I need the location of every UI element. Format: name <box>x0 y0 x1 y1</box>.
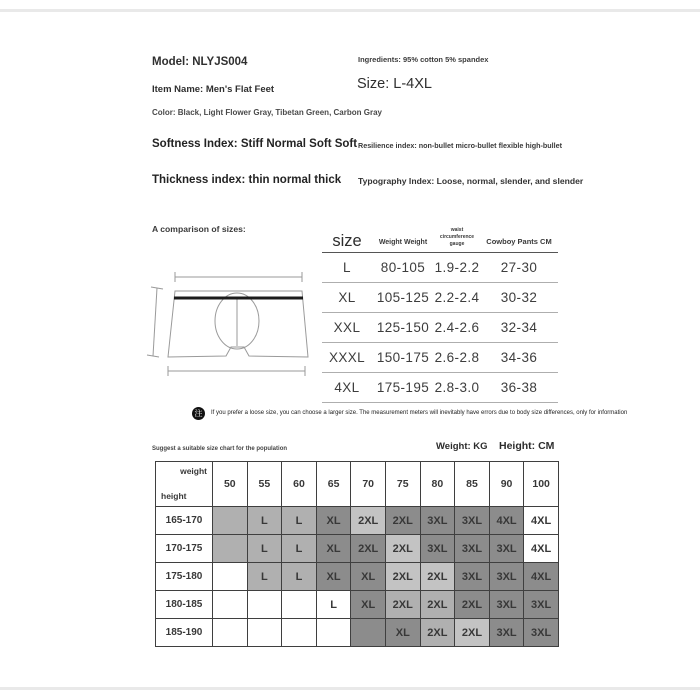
matrix-size-cell: L <box>247 507 282 535</box>
matrix-size-cell: XL <box>316 535 351 563</box>
size-comparison-cell: 175-195 <box>376 380 430 395</box>
matrix-size-cell: 3XL <box>420 535 455 563</box>
matrix-size-cell: L <box>316 591 351 619</box>
matrix-size-cell: 2XL <box>420 619 455 647</box>
size-comparison-cell: 105-125 <box>376 290 430 305</box>
matrix-size-cell <box>213 507 248 535</box>
thickness-index-text: Thickness index: thin normal thick <box>152 174 342 186</box>
matrix-size-cell: XL <box>385 619 420 647</box>
boxer-briefs-measurement-diagram <box>145 255 320 385</box>
matrix-height-header: 175-180 <box>156 563 213 591</box>
size-comparison-cell: 32-34 <box>500 320 538 335</box>
item-name-text: Item Name: Men's Flat Feet <box>152 84 275 95</box>
matrix-size-cell <box>247 619 282 647</box>
typography-index-text: Typography Index: Loose, normal, slender, and slender <box>358 176 584 186</box>
size-chart-title: Suggest a suitable size chart for the population <box>152 446 288 452</box>
size-comparison-cell: 34-36 <box>500 350 538 365</box>
softness-index-text: Softness Index: Stiff Normal Soft Soft <box>152 138 358 150</box>
size-comparison-cell: 36-38 <box>500 380 538 395</box>
matrix-weight-header: 60 <box>282 462 317 507</box>
size-comparison-cell: 2.6-2.8 <box>434 350 480 365</box>
matrix-size-cell: 3XL <box>455 563 490 591</box>
matrix-size-cell: 4XL <box>524 507 559 535</box>
matrix-weight-header: 50 <box>213 462 248 507</box>
matrix-height-header: 185-190 <box>156 619 213 647</box>
matrix-weight-header: 75 <box>385 462 420 507</box>
matrix-weight-header: 80 <box>420 462 455 507</box>
height-unit-label: Height: CM <box>499 440 555 452</box>
matrix-height-header: 165-170 <box>156 507 213 535</box>
matrix-row <box>156 507 559 535</box>
size-comparison-cell: L <box>343 260 351 275</box>
matrix-row <box>156 591 559 619</box>
matrix-size-cell: 4XL <box>524 563 559 591</box>
matrix-size-cell: XL <box>316 563 351 591</box>
size-comparison-row <box>322 373 558 403</box>
height-weight-size-matrix <box>155 461 559 647</box>
matrix-weight-header: 85 <box>455 462 490 507</box>
note-line <box>192 407 627 420</box>
matrix-size-cell: 2XL <box>351 507 386 535</box>
color-options-text: Color: Black, Light Flower Gray, Tibetan Green, Carbon Gray <box>152 108 382 117</box>
matrix-size-cell <box>247 591 282 619</box>
matrix-size-cell: 2XL <box>420 591 455 619</box>
matrix-size-cell: 2XL <box>455 619 490 647</box>
matrix-weight-header: 100 <box>524 462 559 507</box>
matrix-size-cell: L <box>247 563 282 591</box>
size-comparison-cell: 4XL <box>334 380 360 395</box>
matrix-weight-header: 55 <box>247 462 282 507</box>
matrix-size-cell: 3XL <box>489 591 524 619</box>
size-comparison-title: A comparison of sizes: <box>152 224 246 234</box>
size-comparison-cell: 2.4-2.6 <box>434 320 480 335</box>
matrix-size-cell: 3XL <box>455 535 490 563</box>
matrix-size-cell: XL <box>316 507 351 535</box>
size-comparison-cell: 27-30 <box>500 260 538 275</box>
matrix-size-cell: 2XL <box>385 507 420 535</box>
note-badge-icon: 注 <box>192 407 205 420</box>
model-text: Model: NLYJS004 <box>152 56 248 68</box>
matrix-size-cell <box>282 619 317 647</box>
matrix-size-cell <box>282 591 317 619</box>
matrix-size-cell: 3XL <box>420 507 455 535</box>
matrix-weight-header: 90 <box>489 462 524 507</box>
matrix-size-cell: 4XL <box>489 507 524 535</box>
size-comparison-row <box>322 253 558 283</box>
size-comparison-cell: XL <box>338 290 356 305</box>
matrix-size-cell: XL <box>351 591 386 619</box>
corner-weight-label: weight <box>180 466 207 476</box>
matrix-size-cell: 2XL <box>420 563 455 591</box>
matrix-size-cell: 2XL <box>385 563 420 591</box>
size-comparison-cell: 1.9-2.2 <box>434 260 480 275</box>
matrix-row <box>156 535 559 563</box>
size-comparison-cell: 30-32 <box>500 290 538 305</box>
top-divider <box>0 9 700 12</box>
matrix-size-cell: XL <box>351 563 386 591</box>
col-header-cowboy-pants: Cowboy Pants CM <box>486 237 552 246</box>
matrix-size-cell: L <box>282 563 317 591</box>
matrix-size-cell: 2XL <box>351 535 386 563</box>
size-comparison-cell: 2.2-2.4 <box>434 290 480 305</box>
matrix-size-cell: 3XL <box>524 591 559 619</box>
size-comparison-cell: 80-105 <box>380 260 426 275</box>
size-comparison-cell: XXXL <box>328 350 366 365</box>
size-range-text: Size: L-4XL <box>357 76 432 92</box>
matrix-size-cell: L <box>282 507 317 535</box>
size-comparison-cell: 2.8-3.0 <box>434 380 480 395</box>
matrix-size-cell: L <box>282 535 317 563</box>
matrix-row <box>156 563 559 591</box>
col-header-waist: waist circumference gauge <box>439 227 475 247</box>
matrix-height-header: 170-175 <box>156 535 213 563</box>
col-header-size: size <box>332 232 362 250</box>
matrix-size-cell: 2XL <box>385 535 420 563</box>
size-comparison-header-row <box>322 220 558 253</box>
matrix-size-cell: 3XL <box>489 535 524 563</box>
ingredients-text: Ingredients: 95% cotton 5% spandex <box>358 55 489 64</box>
col-header-weight: Weight Weight <box>378 239 428 246</box>
size-comparison-cell: XXL <box>333 320 361 335</box>
size-comparison-cell: 150-175 <box>376 350 430 365</box>
matrix-size-cell <box>316 619 351 647</box>
size-comparison-cell: 125-150 <box>376 320 430 335</box>
matrix-corner-cell <box>156 462 213 507</box>
matrix-size-cell: 3XL <box>489 619 524 647</box>
matrix-size-cell <box>213 535 248 563</box>
matrix-size-cell <box>351 619 386 647</box>
size-comparison-row <box>322 313 558 343</box>
matrix-weight-header: 70 <box>351 462 386 507</box>
weight-unit-label: Weight: KG <box>436 441 488 452</box>
matrix-size-cell: 3XL <box>524 619 559 647</box>
matrix-size-cell: L <box>247 535 282 563</box>
matrix-size-cell <box>213 563 248 591</box>
matrix-weight-header: 65 <box>316 462 351 507</box>
size-comparison-row <box>322 343 558 373</box>
matrix-row <box>156 619 559 647</box>
matrix-size-cell: 3XL <box>455 507 490 535</box>
corner-height-label: height <box>161 491 187 501</box>
matrix-size-cell: 2XL <box>455 591 490 619</box>
matrix-height-header: 180-185 <box>156 591 213 619</box>
matrix-size-cell: 4XL <box>524 535 559 563</box>
matrix-size-cell: 2XL <box>385 591 420 619</box>
note-text: If you prefer a loose size, you can choose a larger size. The measurement meters will inevitably have errors due to body size differences, only for information <box>211 410 628 416</box>
size-comparison-table <box>322 220 558 403</box>
resilience-index-text: Resilience index: non-bullet micro-bullet flexible high-bullet <box>358 141 563 150</box>
bottom-divider <box>0 687 700 690</box>
matrix-size-cell <box>213 591 248 619</box>
size-comparison-row <box>322 283 558 313</box>
matrix-size-cell: 3XL <box>489 563 524 591</box>
matrix-size-cell <box>213 619 248 647</box>
